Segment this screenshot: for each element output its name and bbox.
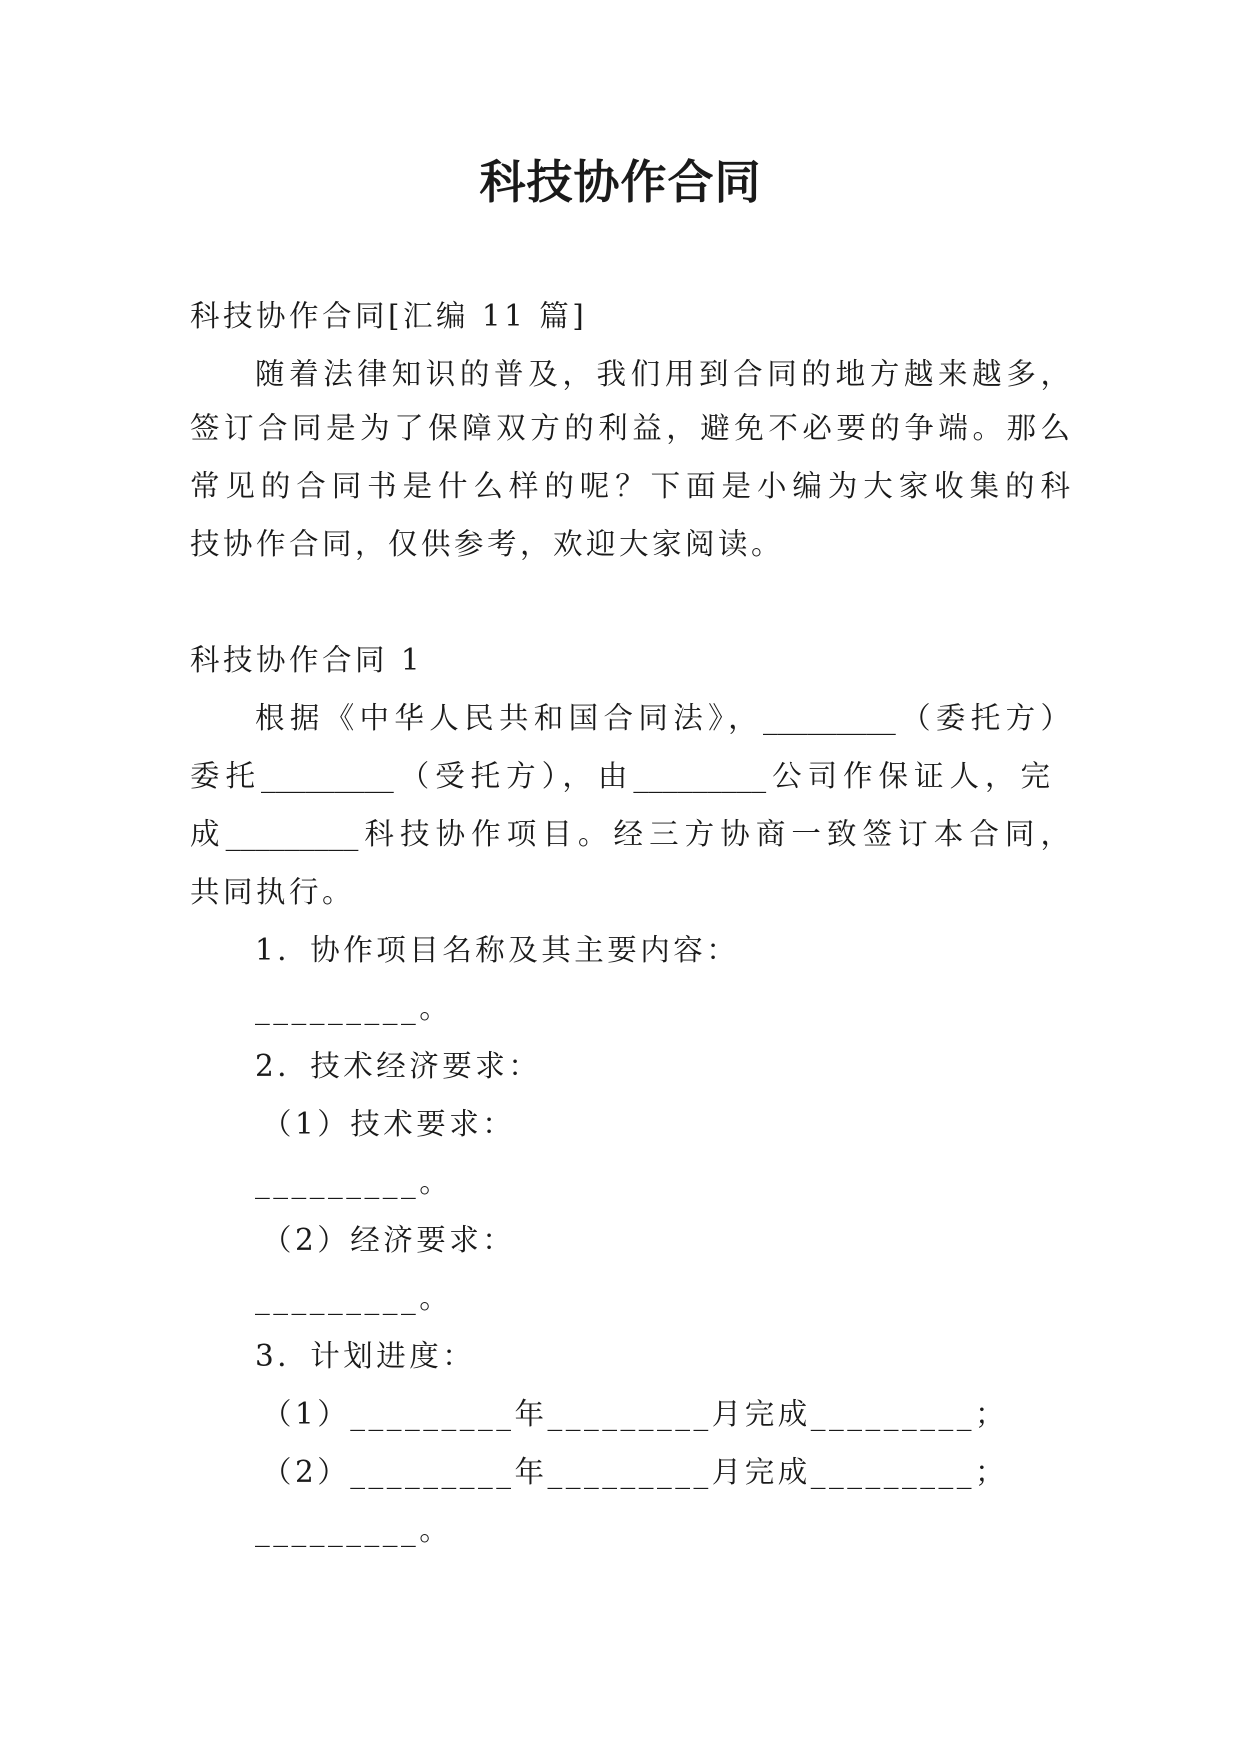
clause-2-sub-2-blank: _________。	[255, 1281, 453, 1315]
clause-3-blank: _________。	[255, 1513, 453, 1547]
section-line: 成_________科技协作项目。经三方协商一致签订本合同，	[190, 817, 1070, 851]
clause-3-title: 3．计划进度：	[255, 1339, 476, 1373]
section-line: 共同执行。	[190, 875, 356, 909]
document-subtitle: 科技协作合同[汇编 11 篇]	[190, 299, 588, 333]
clause-2-sub-2: （2）经济要求：	[262, 1223, 516, 1257]
intro-line: 技协作合同，仅供参考，欢迎大家阅读。	[190, 527, 785, 561]
intro-line: 常见的合同书是什么样的呢？下面是小编为大家收集的科	[190, 469, 1070, 503]
intro-line: 随着法律知识的普及，我们用到合同的地方越来越多，	[255, 357, 1070, 391]
clause-1-title: 1．协作项目名称及其主要内容：	[255, 933, 740, 967]
section-line: 委托_________（受托方），由_________公司作保证人，完	[190, 759, 1050, 793]
section-line: 根据《中华人民共和国合同法》，_________（委托方）	[255, 701, 1070, 735]
clause-2-title: 2．技术经济要求：	[255, 1049, 542, 1083]
section-heading: 科技协作合同 1	[190, 643, 424, 677]
clause-3-sub-1: （1）_________年_________月完成_________；	[262, 1397, 1009, 1431]
clause-2-sub-1: （1）技术要求：	[262, 1107, 516, 1141]
clause-2-sub-1-blank: _________。	[255, 1165, 453, 1199]
clause-3-sub-2: （2）_________年_________月完成_________；	[262, 1455, 1009, 1489]
clause-1-blank: _________。	[255, 991, 453, 1025]
intro-line: 签订合同是为了保障双方的利益，避免不必要的争端。那么	[190, 411, 1070, 445]
page-title: 科技协作合同	[479, 155, 762, 209]
